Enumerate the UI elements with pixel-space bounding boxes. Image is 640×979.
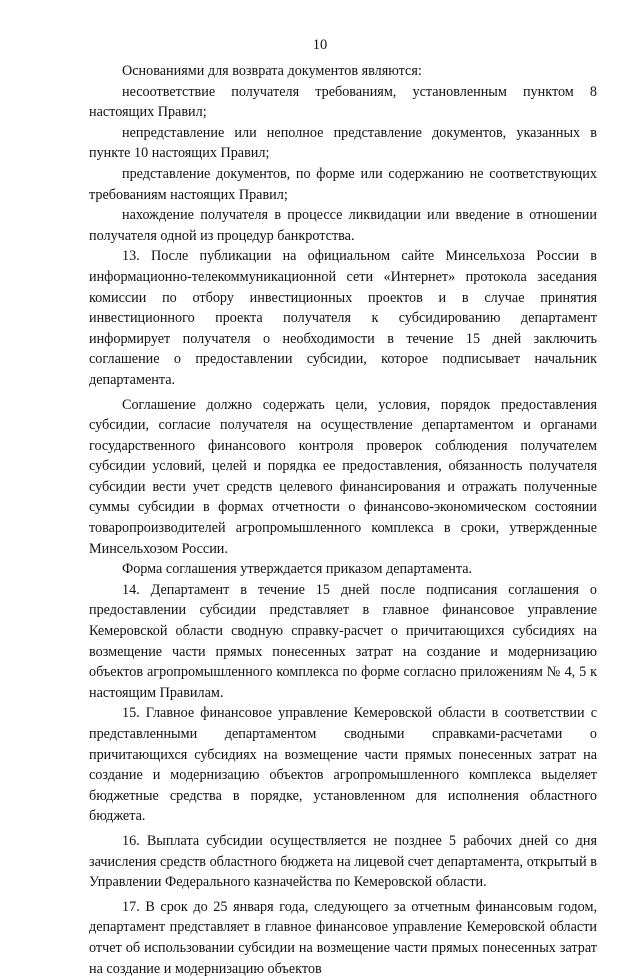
paragraph-clause-13: 13. После публикации на официальном сайте Минсельхоза России в информационно-телекоммуникационной сети «Интернет» протокола заседания комиссии по отбору инвестиционных проектов и в случае принятия инвестиционного проекта получателя к субсидированию департамент информирует получателя о необходимости в течение 15 дней заключить соглашение о предоставлении субсидии, которое подписывает начальник департамента. [89,248,597,388]
paragraph-clause-16: 16. Выплата субсидии осуществляется не позднее 5 рабочих дней со дня зачисления средств областного бюджета на лицевой счет департамента, открытый в Управлении Федерального казначейства по Кемеровской области. [89,832,597,891]
paragraph-return-ground-mismatch: несоответствие получателя требованиям, установленным пунктом 8 настоящих Правил; [89,83,597,121]
paragraph-agreement-contents: Соглашение должно содержать цели, условия, порядок предоставления субсидии, согласие получателя на осуществление департаментом и органами государственного финансового контроля проверок соблюдения получателем субсидии условий, целей и порядка ее предоставления, обязанность получателя субсидии вести учет средств целевого финансирования и отражать полученные суммы субсидии в формах отчетности о финансово-экономическом состоянии товаропроизводителей агропромышленного комплекса в сроки, утвержденные Минсельхозом России. [89,396,597,557]
paragraph-return-grounds-intro: Основаниями для возврата документов являются: [122,63,422,79]
paragraph-clause-17: 17. В срок до 25 января года, следующего за отчетным финансовым годом, департамент представляет в главное финансовое управление Кемеровской области отчет об использовании субсидии на возмещение части прямых понесенных затрат на создание и модернизацию объектов [89,898,597,977]
paragraph-agreement-form: Форма соглашения утверждается приказом департамента. [122,561,473,578]
paragraph-return-ground-liquidation: нахождение получателя в процессе ликвидации или введение в отношении получателя одной из процедур банкротства. [89,207,597,244]
document-body [89,61,597,979]
paragraph-clause-14: 14. Департамент в течение 15 дней после подписания соглашения о предоставлении субсидии представляет в главное финансовое управление Кемеровской области сводную справку-расчет о причитающихся субсидиях на возмещение части прямых понесенных затрат на создание и модернизацию объектов агропромышленного комплекса по форме согласно приложениям № 4, 5 к настоящим Правилам. [89,581,597,701]
page-number: 10 [312,37,328,53]
paragraph-return-ground-nonconforming-docs: представление документов, по форме или содержанию не соответствующих требованиям настоящих Правил; [89,165,597,203]
paragraph-clause-15: 15. Главное финансовое управление Кемеровской области в соответствии с представленными департаментом сводными справками-расчетами о причитающихся субсидиях на возмещение части прямых понесенных затрат на создание и модернизацию объектов агропромышленного комплекса выделяет бюджетные средства в порядке, установленном для исполнения областного бюджета. [89,705,597,825]
paragraph-return-ground-missing-docs: непредставление или неполное представление документов, указанных в пункте 10 настоящих Правил; [89,124,597,162]
